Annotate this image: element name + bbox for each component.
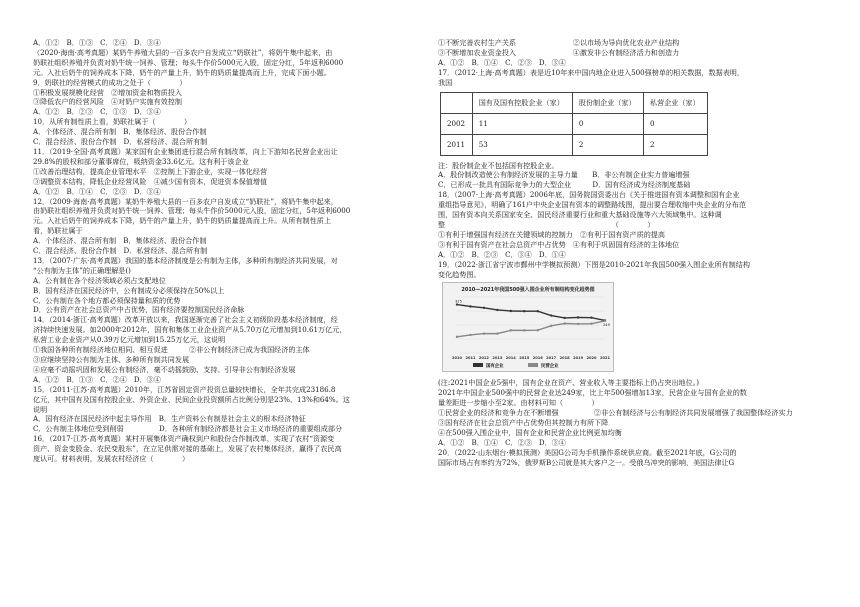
right-mid-block: [438, 161, 830, 280]
legend-swatch: [528, 363, 538, 367]
table-row: [441, 113, 708, 134]
text-line: C．公有制在各个地方都必须保持量和质的优势: [33, 295, 181, 305]
text-line: ③调整资本结构，降低企业经营风险 ④减少国有资本，促进资本保值增值: [33, 176, 268, 186]
text-line: 元。入社后奶牛的饲养成本下降，奶牛的产量上升，奶牛的奶质量提高而上升。从所有制性质上: [33, 216, 331, 226]
enterprise-table: [440, 92, 708, 156]
text-line: 9．奶联社的经营模式的成功之处于（ ）: [33, 77, 187, 87]
x-tick-label: 2011: [465, 356, 476, 361]
text-line: 2021年中国企业500强中的民营企业达249家，比上年500强增加13家，民营企业与国有企业的数: [438, 388, 747, 398]
text-line: ①民营企业的经济和竞争力在不断增强 ②非公有制经济与公有制经济共同发展增强了我国整体经济实力: [438, 408, 793, 418]
data-point: [510, 330, 512, 332]
table-cell: 2011: [441, 134, 473, 155]
table-header-cell: 私营企业（家）: [644, 92, 708, 113]
x-tick-label: 2016: [532, 356, 543, 361]
text-line: 元。入社后奶牛的饲养成本下降，奶牛的产量上升，奶牛的奶质量提高而上升，完成下面小题。: [33, 67, 331, 77]
x-tick-label: 2020: [586, 356, 597, 361]
x-tick-label: 2019: [573, 356, 584, 361]
text-line: A．个体经济、混合所有制 B．集体经济、股份合作制: [33, 127, 207, 137]
data-point: [469, 334, 471, 336]
x-tick-label: 2014: [505, 356, 516, 361]
data-point: [456, 304, 458, 306]
text-line: 重组指导意见》，明确了161户中央企业国有资本的调整路线图，提出要合理收缩中央企业的分布范: [438, 200, 746, 210]
table-cell: 2002: [441, 113, 473, 134]
x-tick-label: 2012: [478, 356, 489, 361]
text-line: 度认可。材料表明，发展农村经济应（ ）: [33, 454, 190, 464]
right-column: [438, 38, 830, 467]
text-line: ③应继续坚持公有制为主体、多种所有制共同发展: [33, 355, 190, 364]
text-line: A．①② B．①③ C．②④ D．③④: [33, 38, 161, 47]
table-row: [441, 134, 708, 155]
text-line: ③降低农户的经营风险 ④对奶户实施有效控制: [33, 97, 182, 107]
table-cell: 0: [644, 113, 708, 134]
table-cell: 0: [572, 113, 643, 134]
data-point: [604, 320, 606, 322]
data-label: 249: [603, 323, 610, 328]
left-column: [33, 38, 419, 464]
data-point: [483, 333, 485, 335]
data-point: [550, 325, 552, 327]
text-line: ③国有经济在社会总资产中占优势但其控制力有所下降: [438, 417, 609, 427]
ownership-trend-chart: [442, 282, 614, 372]
text-line: A．①② B．①④ C．②③ D．③④: [33, 186, 161, 196]
data-point: [590, 317, 592, 319]
right-top-block: [438, 38, 830, 88]
x-tick-label: 2013: [492, 356, 503, 361]
table-cell: 2: [644, 134, 708, 155]
legend-label: 国有企业: [486, 364, 504, 370]
text-line: 亿元，其中国有及国有控股企业、外资企业、民间企业投资额所占比例分别是23%、13%和64%。这: [33, 394, 350, 404]
text-line: A．公有制在各个经济领域必须占支配地位: [33, 275, 166, 285]
text-line: 奶联社组织养殖并负责对奶牛统一饲养、管理；每头牛作价5000元入股，固定分红，5年返利6000: [33, 57, 344, 67]
text-line: 14．（2014·浙江·高考真题）改革开放以来，我国逐渐完善了社会主义初级阶段基本经济制度，经: [33, 315, 338, 325]
text-line: 注：股份制企业不包括国有控股企业。: [438, 160, 559, 170]
data-point: [537, 329, 539, 331]
text-line: B．国有经济在国民经济中，公有制成分必须保持在50%以上: [33, 285, 225, 295]
text-line: C．已形成一批具有国际竞争力的大型企业 D．国有经济成为经济制度基础: [438, 180, 691, 190]
table-cell: 11: [472, 113, 572, 134]
text-line: ①不断完善农村生产关系 ②以市场为导向优化农业产业结构: [438, 38, 680, 47]
text-line: ③不断增加农业资金投入 ④激发非公有制经济活力和创造力: [438, 47, 680, 57]
data-point: [590, 323, 592, 325]
text-line: C．混合经济、股份合作制 D．私营经济、混合所有制: [33, 246, 208, 256]
text-line: 围，国有资本向关系国家安全、国民经济重要行业和重大基础设施等六大领域集中。这种调: [438, 210, 722, 220]
text-line: ①有利于增强国有经济在关键领域的控制力 ②有利于国有资产质的提高: [438, 229, 665, 239]
text-line: 看，奶联社属于: [33, 226, 83, 236]
text-line: ①积极发展规模化经营 ②增加资金和物质投入: [33, 87, 182, 97]
text-line: (注:2021中国企业5强中，国有企业在资产、营业收入等主要指标上仍占突出地位。): [438, 378, 700, 388]
text-line: 19．（2022·浙江省宁波市鄞州中学模拟预测）下图是2010-2021年我国500强入围企业所有制结构: [438, 259, 750, 269]
text-line: 国际市场占有率约为72%，俄罗斯B公司就是其大客户之一。受俄乌冲突的影响，美国法律让G: [438, 457, 735, 467]
right-bottom-block: [438, 378, 830, 467]
table-header-row: [441, 92, 708, 113]
text-line: A．①② B．①④ C．②③ D．③④: [438, 437, 566, 447]
text-line: 12．（2009·海南·高考真题）某奶牛养殖大县的一百多农户自发成立“奶联社”，将奶牛集中起来，: [33, 196, 338, 206]
text-line: （2020·海南·高考真题）某奶牛养殖大县的一百多农户自发成立“奶联社”，将奶牛集中起来，由: [33, 47, 333, 57]
data-point: [496, 309, 498, 311]
text-line: 10．从所有制性质上看，奶联社属于（ ）: [33, 117, 191, 127]
text-line: 私营工业企业资产从0.39万亿元增加到15.25万亿元，这说明: [33, 335, 226, 345]
x-tick-label: 2018: [559, 356, 570, 361]
data-point: [577, 323, 579, 325]
text-line: 说明: [33, 404, 48, 414]
table-header-cell: 国有及国有控股企业（家）: [472, 92, 572, 113]
text-line: A．①② B．②③ C．③④ D．①④: [438, 249, 566, 259]
x-tick-label: 2017: [546, 356, 557, 361]
data-point: [469, 306, 471, 308]
data-point: [523, 310, 525, 312]
text-line: ④在500强入围企业中，国有企业和民营企业比例更加均衡: [438, 427, 622, 437]
data-point: [523, 330, 525, 332]
text-line: ③有利于国有资产在社会总资产中占优势 ④有利于巩固国有经济的主体地位: [438, 239, 680, 249]
text-line: 11．（2019·全国·高考真题）某家国有企业集团进行混合所有制改革，向上下游知名民营企业出让: [33, 146, 338, 156]
text-line: A．个体经济、混合所有制 B．集体经济、股份合作制: [33, 236, 207, 246]
data-point: [563, 323, 565, 325]
text-line: A．①② B．①③ C．②④ D．③④: [33, 374, 161, 384]
text-line: ①我国各种所有制经济地位相同、相互促进 ②非公有制经济已成为我国经济的主体: [33, 345, 310, 355]
text-line: 29.8%的股权和部分董事席位，吸纳资金33.6亿元。这有利于该企业: [33, 156, 249, 166]
x-tick-label: 2021: [599, 356, 611, 361]
text-line: C．公有制主体地位受到削弱 D．各种所有制经济都是社会主义市场经济的重要组成部分: [33, 424, 343, 434]
x-tick-label: 2015: [519, 356, 530, 361]
text-line: 资产、资金变股金、农民变股东”，在立足供需对接的基础上，发展了农村集体经济，赢得了农民高: [33, 444, 342, 454]
text-line: 我国: [438, 77, 453, 87]
data-point: [456, 336, 458, 338]
text-line: ④应毫不动摇巩固和发展公有制经济，毫不动摇鼓励、支持、引导非公有制经济发展: [33, 364, 296, 374]
data-label: 325: [455, 299, 462, 304]
data-point: [496, 333, 498, 335]
text-line: 变化趋势图。: [438, 269, 481, 279]
text-line: “公有制为主体”的正确理解是(): [33, 265, 131, 275]
text-line: A．国有经济在国民经济中起主导作用 B．生产资料公有制是社会主义的根本经济特征: [33, 414, 306, 424]
text-line: 济持续快速发展。如2000年2012年，国有和集体工业企业资产从5.70万亿元增加到10.61万亿元，: [33, 325, 347, 335]
text-line: ①改善治理结构，提高企业管理水平 ②控制上下游企业，实现一体化经营: [33, 166, 268, 176]
text-line: 13．（2007·广东·高考真题）我国的基本经济制度是公有制为主体，多种所有制经济共同发展，对: [33, 255, 338, 265]
text-line: 15．（2011·江苏·高考真题）2010年，江苏省固定资产投资总量较快增长，全年共完成23186.8: [33, 384, 336, 394]
table-header-cell: [441, 92, 473, 113]
text-line: 16．（2017·江苏·高考真题）某村开展集体资产确权到户和股份合作制改革，实现了农村“资源变: [33, 434, 335, 444]
data-point: [563, 317, 565, 319]
text-line: 18．（2007·上海·高考真题）2006年底，国务院国资委出台《关于推进国有资本调整和国有企业: [438, 190, 740, 200]
x-tick-label: 2010: [451, 356, 463, 361]
data-point: [510, 310, 512, 312]
legend-label: 民营企业: [541, 364, 559, 370]
text-line: 由奶联社组织养殖并负责对奶牛统一饲养、管理；每头牛作价5000元入股，固定分红，5年返利6000: [33, 206, 351, 216]
text-line: A．股份制改造使公有制经济发展的主导力量 B．非公有制企业实力普遍增强: [438, 170, 690, 180]
text-line: 20．（2022·山东烟台·模拟预测）美国G公司为手机操作系统供应商。截至2021年底，G公司的: [438, 447, 737, 457]
chart-title: 2010—2021年我国500强入围企业所有制结构变化趋势图: [461, 287, 595, 294]
text-line: A．①② B．②③ C．①③ D．③④: [33, 107, 161, 117]
text-line: 整 （ ）: [438, 219, 655, 229]
table-header-cell: 股份制企业（家）: [572, 92, 643, 113]
data-point: [577, 317, 579, 319]
text-line: 量差距进一步缩小至2家。由材料可知（ ）: [438, 398, 599, 408]
data-point: [550, 315, 552, 317]
text-line: C．混合经济、股份合作制 D．私营经济、混合所有制: [33, 137, 208, 147]
table-cell: 53: [472, 134, 572, 155]
text-line: 17．（2012·上海·高考真题）表是近10年来中国内地企业进入500强榜单的相关数据，数据表明，: [438, 67, 744, 77]
legend-swatch: [473, 363, 483, 367]
text-line: A．①② B．①④ C．②③ D．③④: [438, 57, 566, 67]
text-line: D．公有资产在社会总资产中占优势，国有经济要控制国民经济命脉: [33, 305, 245, 315]
table-cell: 2: [572, 134, 643, 155]
data-point: [537, 310, 539, 312]
data-point: [483, 307, 485, 309]
